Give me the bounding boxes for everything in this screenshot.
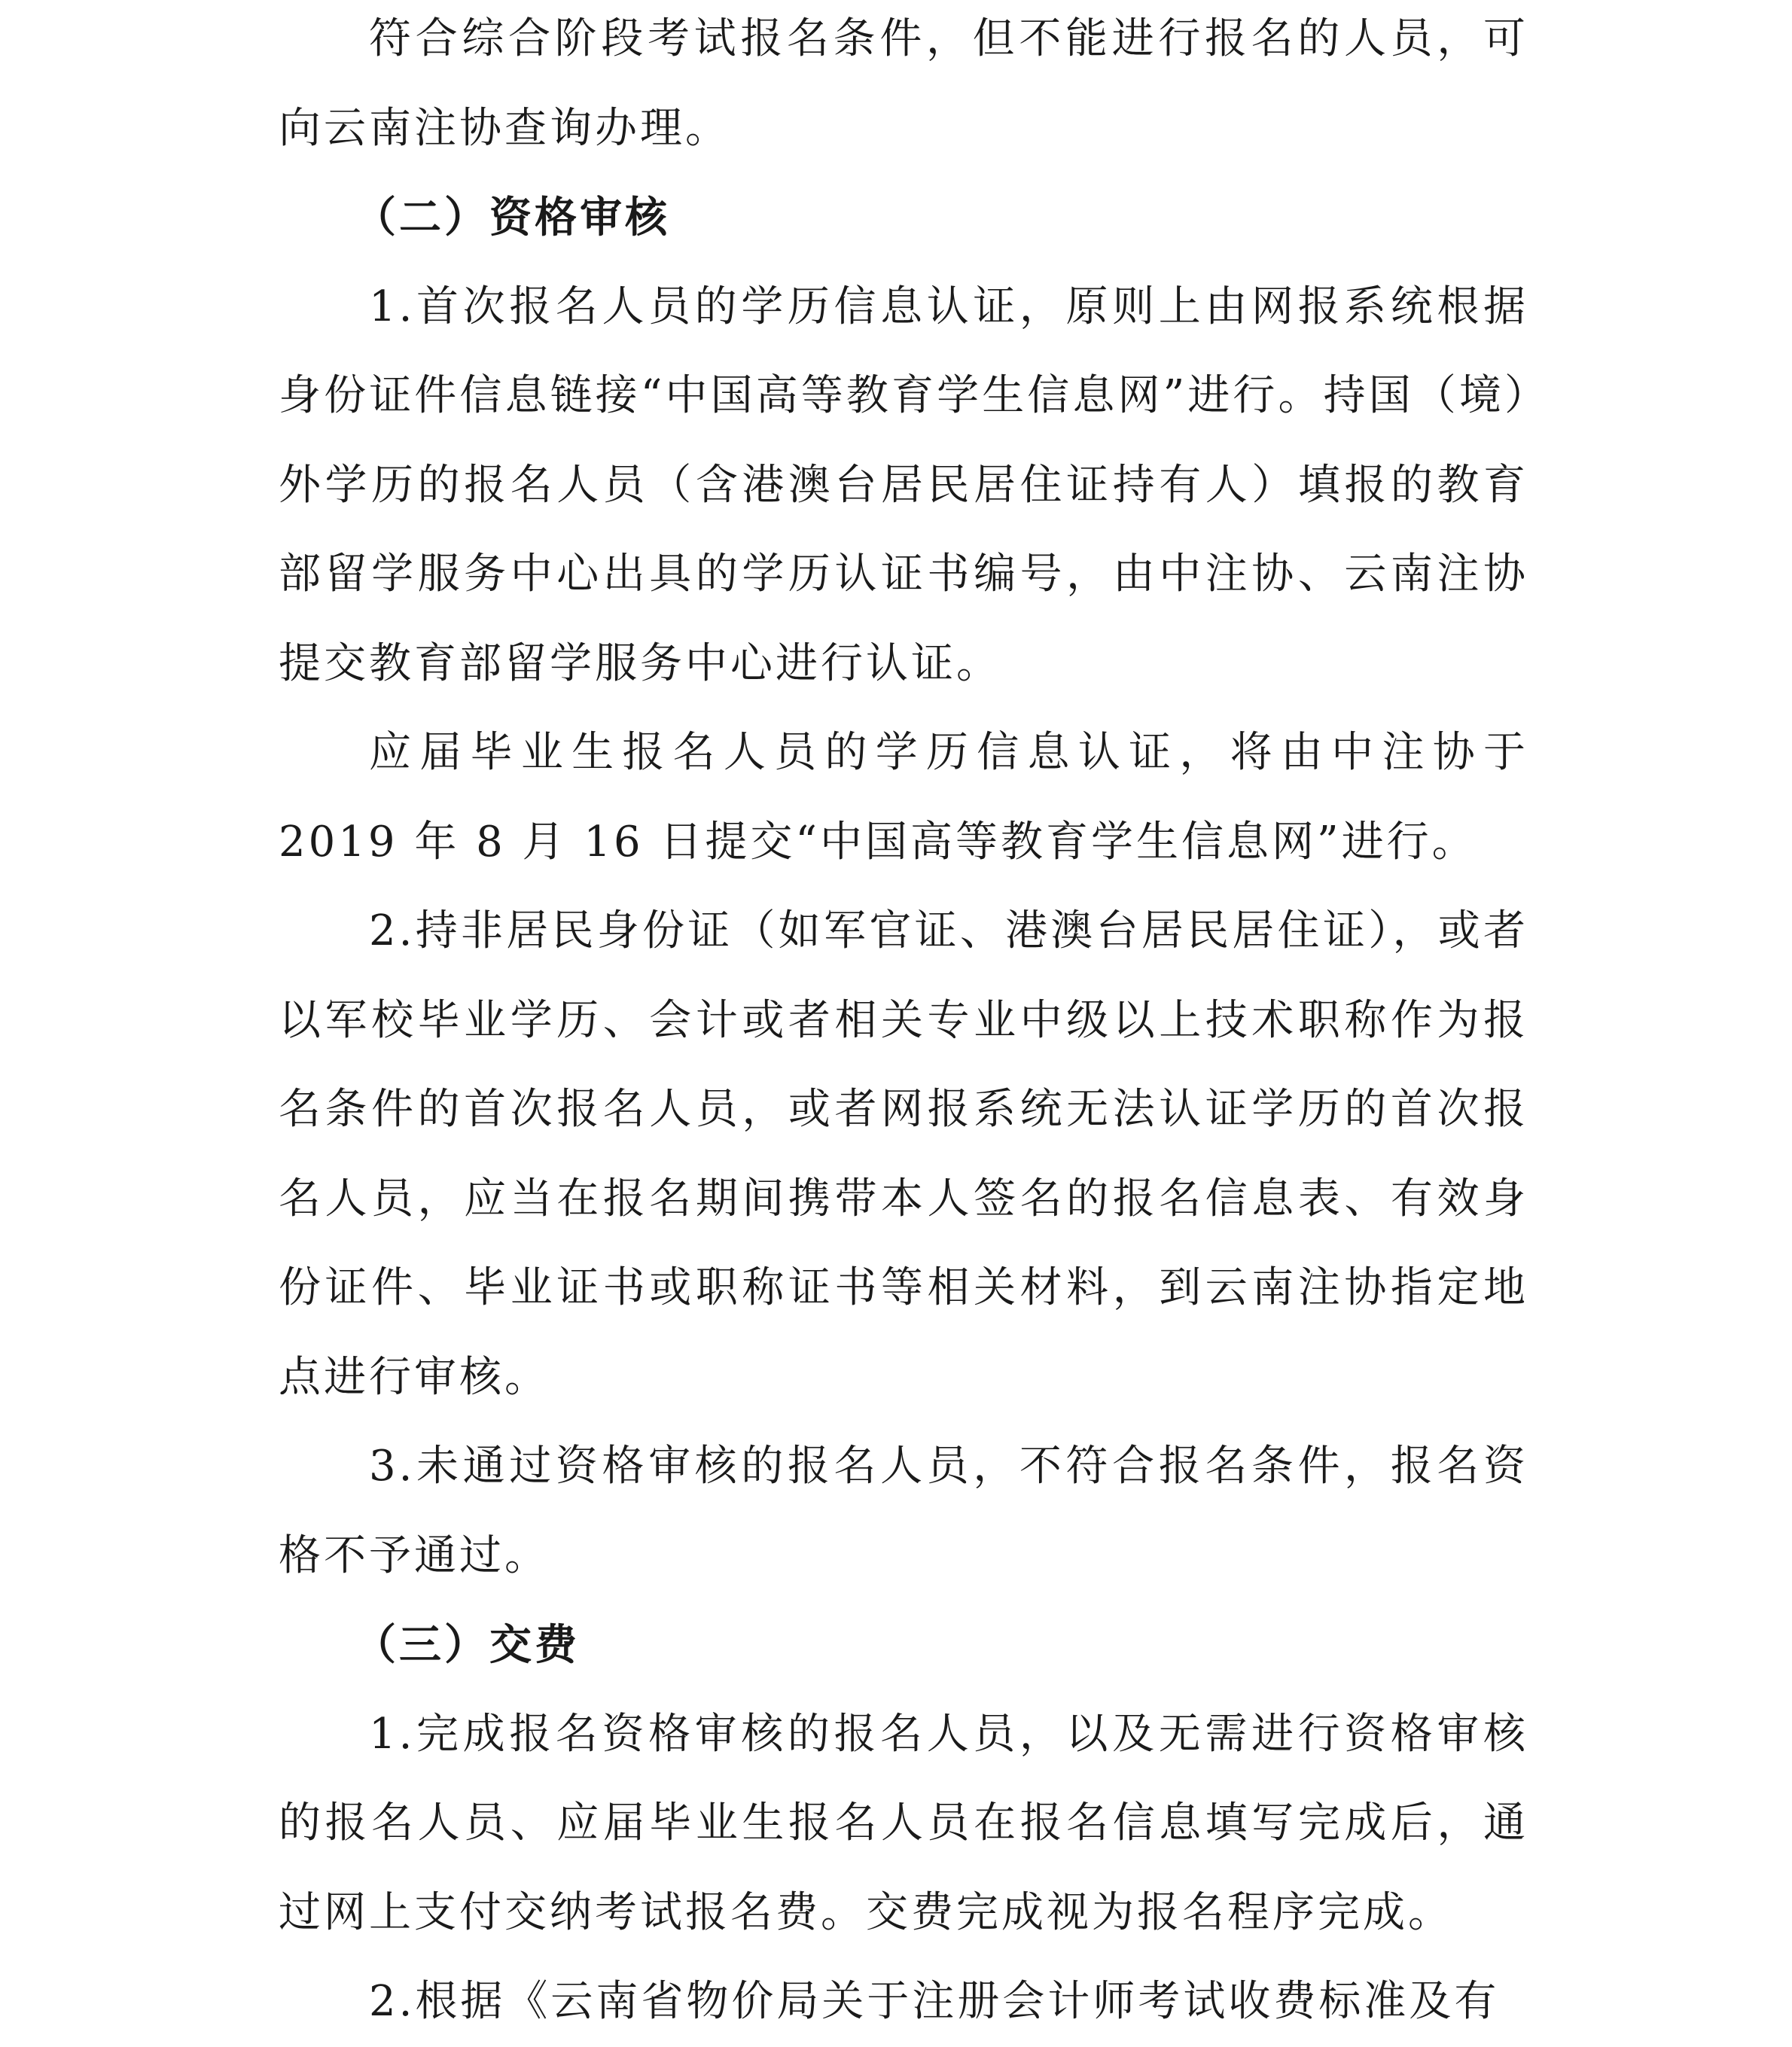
paragraph-review-item-2: 2.持非居民身份证（如军官证、港澳台居民居住证），或者以军校毕业学历、会计或者相关专业中级以上技术职称作为报名条件的首次报名人员，或者网报系统无法认证学历的首次报名人员，应当在报名期间携带本人签名的报名信息表、有效身份证件、毕业证书或职称证书等相关材料，到云南注协指定地点进行审核。 xyxy=(279,906,1528,1402)
paragraph-registration-contact: 符合综合阶段考试报名条件，但不能进行报名的人员，可向云南注协查询办理。 xyxy=(279,14,1528,153)
paragraph-review-graduates: 应届毕业生报名人员的学历信息认证，将由中注协于 2019 年 8 月 16 日提交“中国高等教育学生信息网”进行。 xyxy=(279,728,1528,867)
paragraph-review-item-1: 1.首次报名人员的学历信息认证，原则上由网报系统根据身份证件信息链接“中国高等教育学生信息网”进行。持国（境）外学历的报名人员（含港澳台居民居住证持有人）填报的教育部留学服务中心出具的学历认证书编号，由中注协、云南注协提交教育部留学服务中心进行认证。 xyxy=(279,282,1528,688)
section-heading-fee-payment: （三）交费 xyxy=(354,1620,580,1670)
document-body xyxy=(279,0,1528,2047)
section-heading-qualification-review: （二）资格审核 xyxy=(354,193,670,242)
paragraph-review-item-3: 3.未通过资格审核的报名人员，不符合报名条件，报名资格不予通过。 xyxy=(279,1442,1528,1580)
paragraph-fee-item-1: 1.完成报名资格审核的报名人员，以及无需进行资格审核的报名人员、应届毕业生报名人员在报名信息填写完成后，通过网上支付交纳考试报名费。交费完成视为报名程序完成。 xyxy=(279,1709,1528,1937)
paragraph-fee-item-2: 2.根据《云南省物价局关于注册会计师考试收费标准及有 xyxy=(369,1977,1500,2026)
